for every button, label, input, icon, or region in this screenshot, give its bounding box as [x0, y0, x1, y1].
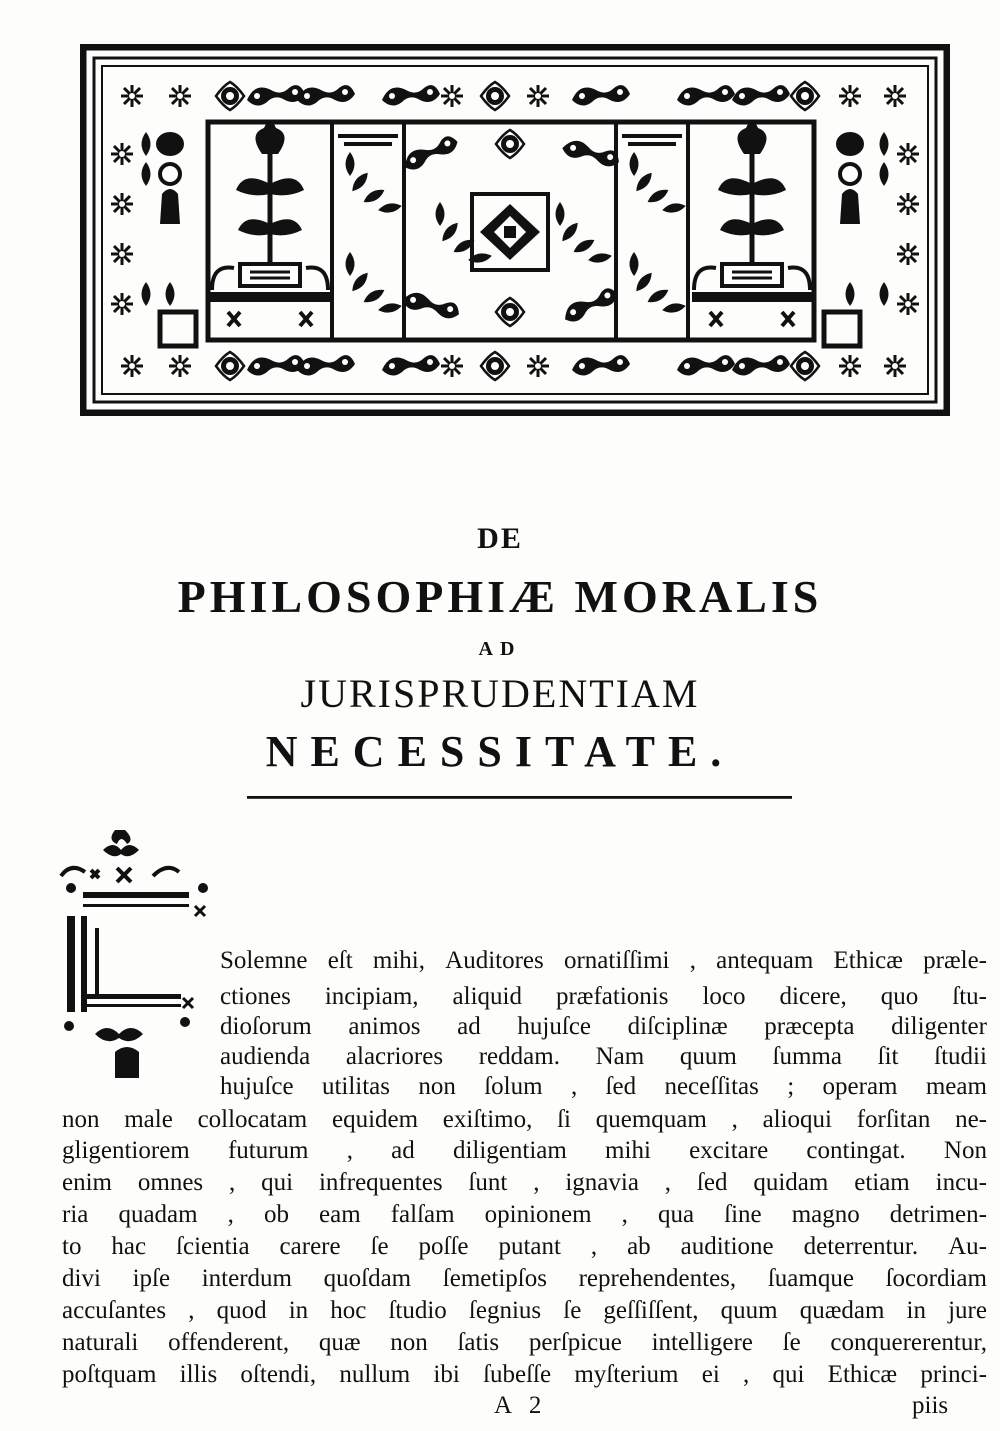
- word: ſit: [877, 1043, 899, 1070]
- word: meam: [925, 1073, 987, 1100]
- body-line-13: [62, 1328, 987, 1358]
- word: exiſtimo,: [442, 1106, 533, 1133]
- word: præfationis: [555, 983, 669, 1010]
- word: quoſdam: [323, 1265, 412, 1292]
- word: poſſe: [418, 1233, 469, 1260]
- word: conquererentur,: [830, 1329, 987, 1356]
- ornament-bottom-row: [121, 352, 906, 380]
- word: ria: [62, 1201, 89, 1228]
- ornamental-header-band: [80, 44, 950, 416]
- word: forſitan: [856, 1106, 931, 1133]
- word: geſſiſſent,: [603, 1297, 699, 1324]
- word: carere: [279, 1233, 341, 1260]
- word: qua: [657, 1201, 695, 1228]
- word: ,: [570, 1073, 578, 1100]
- word: Non: [943, 1137, 987, 1164]
- word: auditione: [680, 1233, 774, 1260]
- signature-mark: A 2: [494, 1392, 548, 1419]
- word: infrequentes: [318, 1169, 443, 1196]
- word: præcepta: [764, 1013, 855, 1040]
- word: ſuamque: [767, 1265, 854, 1292]
- word: opinionem: [484, 1201, 592, 1228]
- word: ſtu-: [952, 983, 987, 1010]
- word: ipſe: [132, 1265, 171, 1292]
- word: hac: [111, 1233, 147, 1260]
- word: hujuſce: [220, 1073, 294, 1100]
- body-line-2: [220, 982, 987, 1012]
- word: ad: [391, 1137, 415, 1164]
- word: quemquam: [595, 1106, 707, 1133]
- word: hujuſce: [517, 1013, 592, 1040]
- word: putant: [498, 1233, 561, 1260]
- word: myſterium: [574, 1361, 679, 1388]
- word: ne-: [955, 1106, 987, 1133]
- word: diligenter: [891, 1013, 987, 1040]
- word: collocatam: [197, 1106, 308, 1133]
- word: divi: [62, 1265, 101, 1292]
- word: ,: [621, 1201, 628, 1228]
- word: equidem: [331, 1106, 419, 1133]
- body-line-5: [220, 1072, 987, 1102]
- word: ctiones: [220, 983, 291, 1010]
- word: ſolum: [484, 1073, 543, 1100]
- word: aliquid: [452, 983, 522, 1010]
- word: mihi: [605, 1137, 651, 1164]
- word: ſegnius: [468, 1297, 542, 1324]
- word: ad: [457, 1013, 481, 1040]
- word: intelligere: [651, 1329, 753, 1356]
- word: contingat.: [806, 1137, 906, 1164]
- word: ,: [664, 1169, 672, 1196]
- word: Auditores: [445, 947, 544, 974]
- word: male: [124, 1106, 173, 1133]
- word: diſciplinæ: [627, 1013, 728, 1040]
- word: quo: [880, 983, 919, 1010]
- word: alacriores: [345, 1043, 444, 1070]
- body-line-8: [62, 1168, 987, 1198]
- word: quidam: [753, 1169, 829, 1196]
- ornament-central-medallion: [400, 130, 622, 326]
- word: perſpicue: [528, 1329, 622, 1356]
- word: excitare: [689, 1137, 769, 1164]
- word: Solemne: [220, 947, 308, 974]
- word: Nam: [595, 1043, 645, 1070]
- word: ſe: [782, 1329, 801, 1356]
- word: ,: [590, 1233, 598, 1260]
- word: audienda: [220, 1043, 311, 1070]
- word: ,: [229, 1169, 236, 1196]
- word: ſed: [605, 1073, 637, 1100]
- word: ſe: [370, 1233, 389, 1260]
- ornament-right-column: [824, 132, 919, 346]
- word: deterrentur.: [803, 1233, 919, 1260]
- word: animos: [348, 1013, 421, 1040]
- word: magno: [791, 1201, 860, 1228]
- word: ;: [787, 1073, 795, 1100]
- body-line-6: [62, 1105, 987, 1135]
- title-de: DE: [477, 522, 523, 555]
- word: omnes: [137, 1169, 204, 1196]
- word: quod: [216, 1297, 267, 1324]
- word: quæ: [318, 1329, 361, 1356]
- word: ſocordiam: [885, 1265, 987, 1292]
- title-rule-divider: [247, 796, 792, 799]
- body-line-12: [62, 1296, 987, 1326]
- title-ad: AD: [478, 638, 522, 660]
- word: neceſſitas: [664, 1073, 759, 1100]
- word: Ethicæ: [833, 947, 903, 974]
- word: incu-: [935, 1169, 987, 1196]
- word: ,: [743, 1361, 750, 1388]
- word: detrimen-: [889, 1201, 987, 1228]
- word: nullum: [339, 1361, 411, 1388]
- word: quum: [720, 1297, 778, 1324]
- word: gligentiorem: [62, 1137, 190, 1164]
- word: ſunt: [468, 1169, 508, 1196]
- word: alioqui: [762, 1106, 832, 1133]
- word: poſtquam: [62, 1361, 157, 1388]
- body-line-10: [62, 1232, 987, 1262]
- word: ſi: [557, 1106, 572, 1133]
- word: diligentiam: [452, 1137, 567, 1164]
- word: to: [62, 1233, 82, 1260]
- word: interdum: [201, 1265, 292, 1292]
- title-jurisprudentiam: JURISPRUDENTIAM: [300, 671, 700, 716]
- word: eam: [319, 1201, 361, 1228]
- word: ibi: [433, 1361, 460, 1388]
- word: quum: [679, 1043, 737, 1070]
- word: ſine: [724, 1201, 762, 1228]
- word: reddam.: [478, 1043, 560, 1070]
- title-necessitate: NECESSITATE.: [265, 727, 735, 776]
- word: ornatiſſimi: [563, 947, 670, 974]
- word: operam: [822, 1073, 898, 1100]
- word: oſtendi,: [240, 1361, 317, 1388]
- word: ſcientia: [176, 1233, 250, 1260]
- word: etiam: [854, 1169, 910, 1196]
- body-line-3: [220, 1012, 987, 1042]
- word: ,: [731, 1106, 738, 1133]
- word: dioſorum: [220, 1013, 312, 1040]
- word: hoc: [330, 1297, 367, 1324]
- word: Au-: [948, 1233, 987, 1260]
- body-line-1: [220, 946, 987, 976]
- word: ,: [188, 1297, 195, 1324]
- word: eſt: [327, 947, 353, 974]
- word: in: [288, 1297, 309, 1324]
- word: jure: [948, 1297, 987, 1324]
- word: ei: [701, 1361, 720, 1388]
- word: qui: [261, 1169, 294, 1196]
- word: reprehendentes,: [578, 1265, 737, 1292]
- title-philosophiae-moralis: PHILOSOPHIÆ MORALIS: [177, 571, 823, 622]
- word: ignavia: [565, 1169, 639, 1196]
- word: dicere,: [779, 983, 847, 1010]
- word: præle-: [923, 947, 987, 974]
- word: ſemetipſos: [442, 1265, 547, 1292]
- word: quædam: [799, 1297, 885, 1324]
- word: enim: [62, 1169, 112, 1196]
- word: ſumma: [772, 1043, 842, 1070]
- word: ab: [627, 1233, 651, 1260]
- word: ſe: [563, 1297, 582, 1324]
- word: accuſantes: [62, 1297, 167, 1324]
- word: princi-: [920, 1361, 987, 1388]
- word: falſam: [390, 1201, 455, 1228]
- ornament-left-column: [111, 132, 196, 346]
- catchword: piis: [912, 1392, 949, 1419]
- word: ,: [533, 1169, 540, 1196]
- word: non: [418, 1073, 456, 1100]
- word: incipiam,: [324, 983, 419, 1010]
- ornament-top-row: [121, 82, 906, 110]
- word: ſubeſſe: [483, 1361, 552, 1388]
- word: qui: [772, 1361, 805, 1388]
- word: illis: [179, 1361, 218, 1388]
- word: antequam: [716, 947, 814, 974]
- word: ſed: [696, 1169, 728, 1196]
- body-line-14: [62, 1360, 987, 1390]
- body-line-4: [220, 1042, 987, 1072]
- word: Ethicæ: [827, 1361, 898, 1388]
- word: ,: [689, 947, 696, 974]
- body-line-11: [62, 1264, 987, 1294]
- word: non: [62, 1106, 100, 1133]
- word: in: [906, 1297, 926, 1324]
- decorative-initial-frame: [55, 826, 220, 1088]
- word: naturali: [62, 1329, 139, 1356]
- word: offenderent,: [168, 1329, 290, 1356]
- word: non: [390, 1329, 428, 1356]
- word: ſtudii: [934, 1043, 987, 1070]
- body-line-7: [62, 1136, 987, 1166]
- word: quadam: [118, 1201, 198, 1228]
- word: ſtudio: [388, 1297, 447, 1324]
- word: ,: [346, 1137, 353, 1164]
- word: ſatis: [457, 1329, 500, 1356]
- word: utilitas: [321, 1073, 391, 1100]
- word: ,: [227, 1201, 234, 1228]
- word: futurum: [227, 1137, 309, 1164]
- word: mihi,: [372, 947, 425, 974]
- body-line-9: [62, 1200, 987, 1230]
- word: ob: [263, 1201, 289, 1228]
- word: loco: [702, 983, 746, 1010]
